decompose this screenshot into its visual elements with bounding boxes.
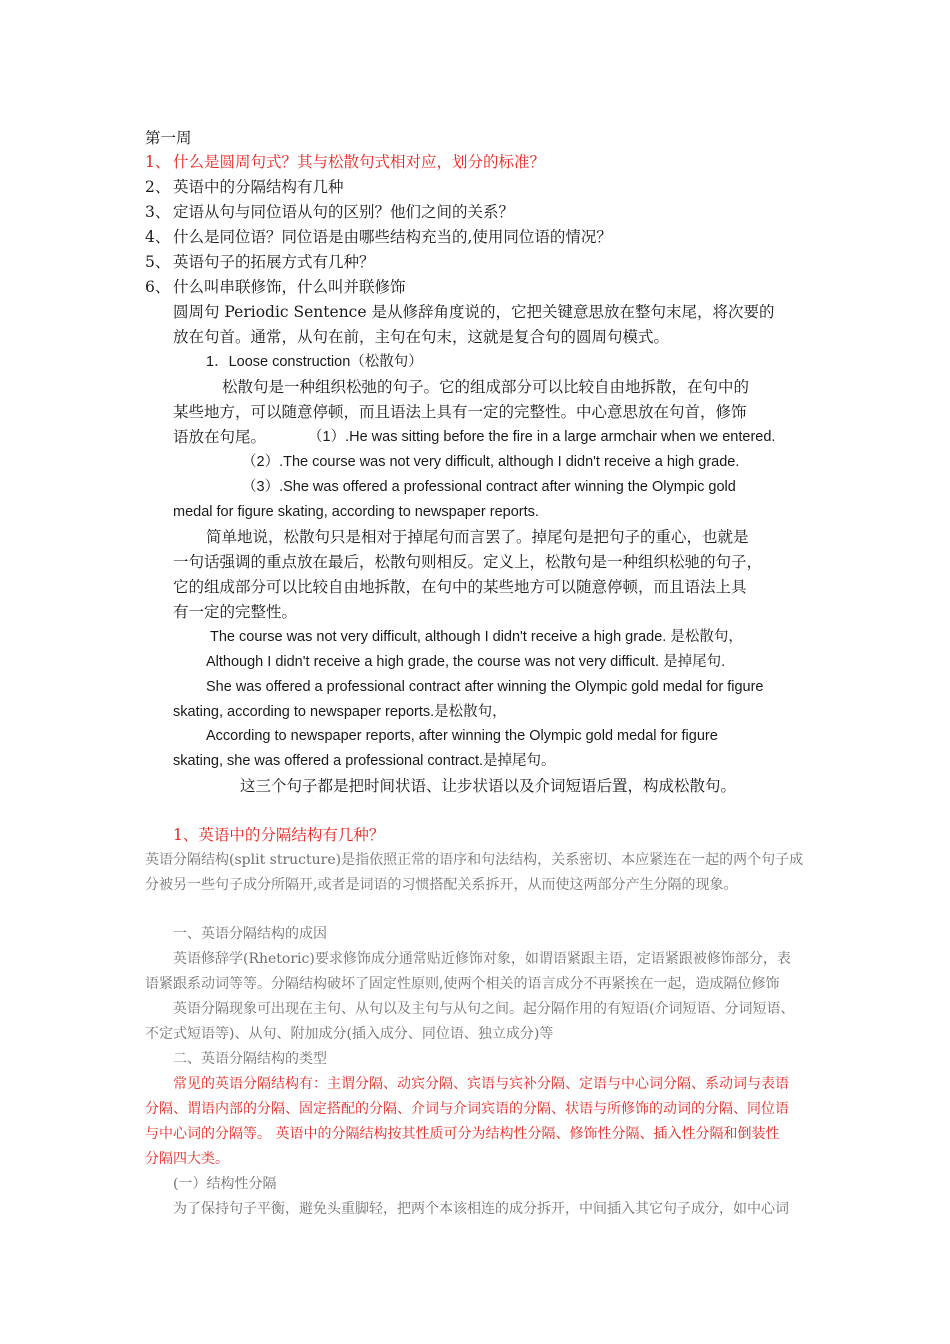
- simple-line-2: 一句话强调的重点放在最后，松散句则相反。定义上，松散句是一种组织松驰的句子，: [173, 553, 763, 571]
- split-definition-line-1: 英语分隔结构(split structure)是指依照正常的语序和句法结构，关系密切、本应紧连在一起的两个句子成: [145, 852, 804, 868]
- compare-summary: 这三个句子都是把时间状语、让步状语以及介词短语后置，构成松散句。: [240, 777, 737, 795]
- split-heading: 1、英语中的分隔结构有几种？: [173, 826, 385, 844]
- simple-line-1: 简单地说，松散句只是相对于掉尾句而言罢了。掉尾句是把句子的重心，也就是: [206, 528, 749, 546]
- question-6: [145, 275, 406, 300]
- question-3: [145, 200, 514, 225]
- question-number: 3、: [145, 203, 171, 221]
- compare-4-line-1: According to newspaper reports, after winning the Olympic gold medal for figure: [206, 728, 718, 744]
- question-number: 6、: [145, 278, 171, 296]
- periodic-line-2: 放在句首。通常，从句在前，主句在句末，这就是复合句的圆周句模式。: [173, 328, 670, 346]
- type-title: 二、英语分隔结构的类型: [173, 1051, 327, 1067]
- simple-line-3: 它的组成部分可以比较自由地拆散，在句中的某些地方可以随意停顿，而且语法上具: [173, 578, 747, 596]
- loose-para-line-2: 某些地方，可以随意停顿，而且语法上具有一定的完整性。中心意思放在句首，修饰: [173, 403, 747, 421]
- week-title: 第一周: [145, 129, 192, 147]
- loose-para-line-3: 语放在句尾。: [173, 428, 267, 446]
- question-text: 英语中的分隔结构有几种: [173, 178, 344, 196]
- question-text: 什么是圆周句式？其与松散句式相对应，划分的标准？: [173, 153, 546, 171]
- cause-title: 一、英语分隔结构的成因: [173, 926, 327, 942]
- example-1: （1）.He was sitting before the fire in a large armchair when we entered.: [308, 429, 776, 445]
- compare-3-line-2: skating, according to newspaper reports.是松散句，: [173, 704, 507, 720]
- question-1: [145, 150, 545, 175]
- question-number: 5、: [145, 253, 171, 271]
- question-text: 什么叫串联修饰，什么叫并联修饰: [173, 278, 406, 296]
- question-number: 4、: [145, 228, 171, 246]
- structural-text: 为了保持句子平衡，避免头重脚轻，把两个本该相连的成分拆开，中间插入其它句子成分，如中心词: [173, 1201, 789, 1217]
- question-text: 什么是同位语？同位语是由哪些结构充当的,使用同位语的情况？: [173, 228, 612, 246]
- question-number: 1、: [145, 153, 171, 171]
- question-text: 英语句子的拓展方式有几种？: [173, 253, 375, 271]
- question-5: [145, 250, 375, 275]
- question-number: 2、: [145, 178, 171, 196]
- compare-4-line-2: skating, she was offered a professional contract.是掉尾句。: [173, 753, 556, 769]
- compare-2: Although I didn't receive a high grade, the course was not very difficult. 是掉尾句.: [206, 654, 726, 670]
- cause-line-1: 英语修辞学(Rhetoric)要求修饰成分通常贴近修饰对象，如谓语紧跟主语，定语紧跟被修饰部分，表: [173, 951, 791, 967]
- periodic-line-1: 圆周句 Periodic Sentence 是从修辞角度说的，它把关键意思放在整句末尾，将次要的: [173, 303, 775, 321]
- structural-title: (一）结构性分隔: [173, 1176, 277, 1192]
- question-4: [145, 225, 612, 250]
- types-line-4: 分隔四大类。: [145, 1151, 229, 1167]
- cause-line-4: 不定式短语等)、从句、附加成分(插入成分、同位语、独立成分)等: [145, 1026, 554, 1042]
- example-3-line-2: medal for figure skating, according to newspaper reports.: [173, 504, 539, 520]
- split-definition-line-2: 分被另一些句子成分所隔开,或者是词语的习惯搭配关系拆开，从而使这两部分产生分隔的现象。: [145, 877, 738, 893]
- question-text: 定语从句与同位语从句的区别？他们之间的关系？: [173, 203, 515, 221]
- types-line-2: 分隔、谓语内部的分隔、固定搭配的分隔、介词与介词宾语的分隔、状语与所修饰的动词的分隔、同位语: [145, 1101, 789, 1117]
- simple-line-4: 有一定的完整性。: [173, 603, 298, 621]
- question-2: [145, 175, 344, 200]
- cause-line-2: 语紧跟系动词等等。分隔结构破坏了固定性原则,使两个相关的语言成分不再紧挨在一起，造成隔位修饰: [145, 976, 780, 992]
- example-3-line-1: （3）.She was offered a professional contract after winning the Olympic gold: [242, 479, 736, 495]
- loose-para-line-1: 松散句是一种组织松弛的句子。它的组成部分可以比较自由地拆散，在句中的: [222, 378, 750, 396]
- loose-heading: 1．Loose construction（松散句）: [206, 354, 423, 370]
- types-line-1: 常见的英语分隔结构有：主谓分隔、动宾分隔、宾语与宾补分隔、定语与中心词分隔、系动词与表语: [173, 1076, 789, 1092]
- types-line-3: 与中心词的分隔等。 英语中的分隔结构按其性质可分为结构性分隔、修饰性分隔、插入性分隔和倒装性: [145, 1126, 780, 1142]
- compare-1: The course was not very difficult, although I didn't receive a high grade. 是松散句，: [210, 629, 743, 645]
- example-2: （2）.The course was not very difficult, although I didn't receive a high grade.: [242, 454, 740, 470]
- cause-line-3: 英语分隔现象可出现在主句、从句以及主句与从句之间。起分隔作用的有短语(介词短语、分词短语、: [173, 1001, 795, 1017]
- compare-3-line-1: She was offered a professional contract after winning the Olympic gold medal for figure: [206, 679, 764, 695]
